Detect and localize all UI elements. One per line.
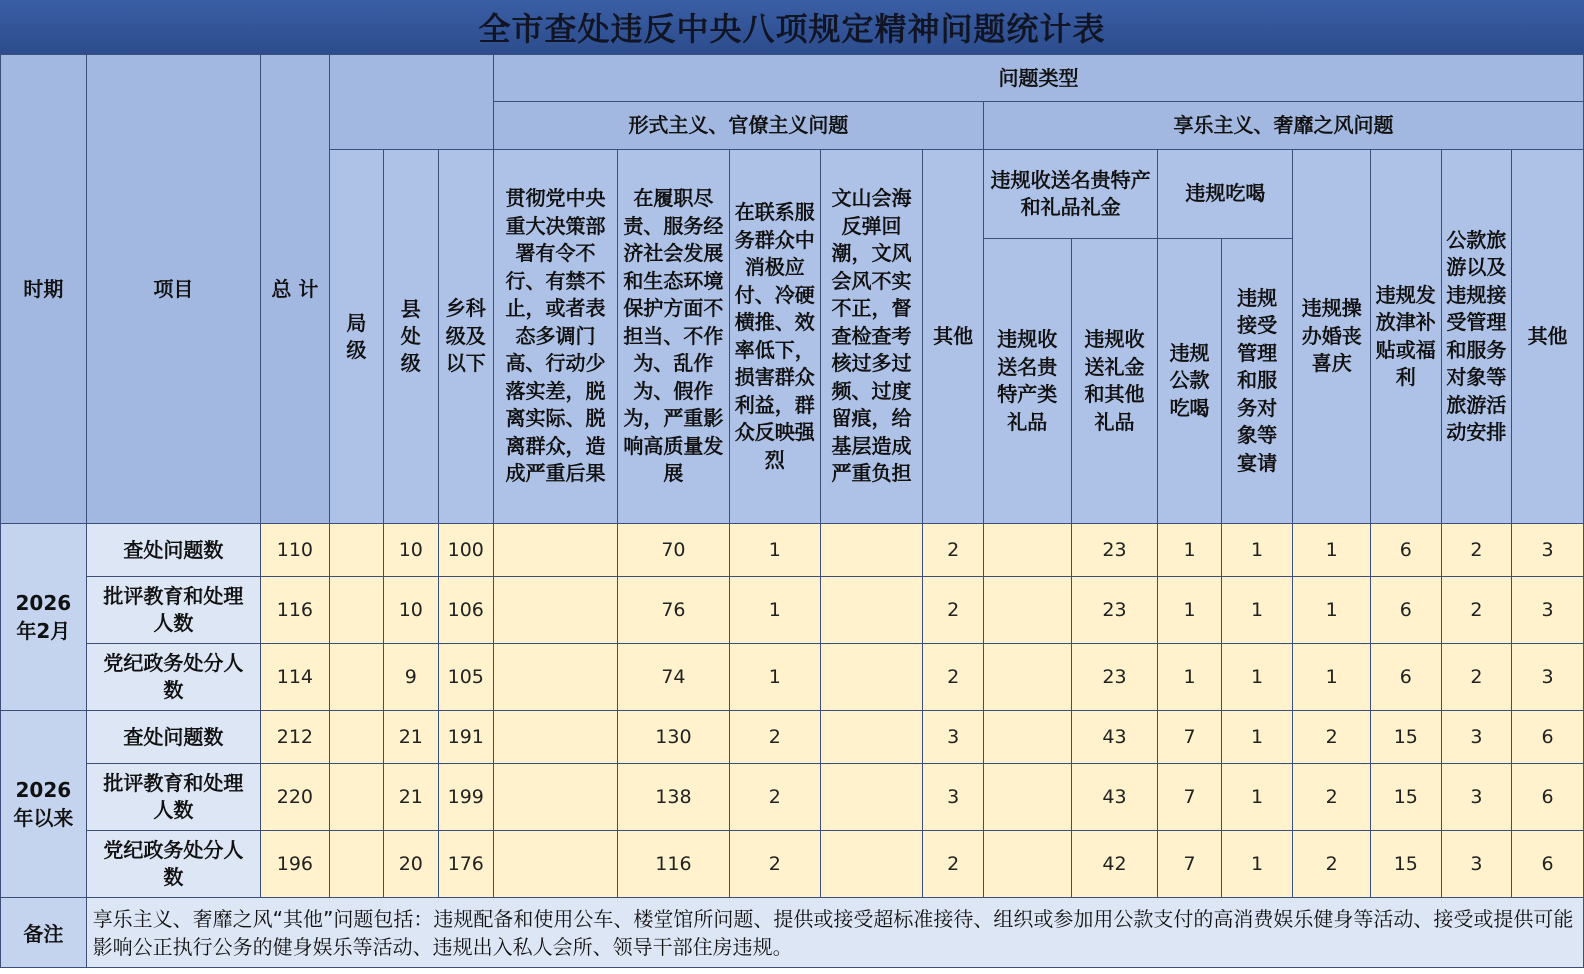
header-gift-group: 违规收送名贵特产和礼品礼金	[983, 150, 1157, 239]
value-cell: 2	[729, 764, 820, 831]
value-cell	[493, 644, 617, 711]
value-cell: 3	[923, 764, 983, 831]
header-hedonism-1: 违规收送名贵特产类礼品	[983, 239, 1071, 524]
value-cell: 6	[1512, 764, 1584, 831]
value-cell: 1	[1293, 644, 1371, 711]
value-cell: 3	[1512, 577, 1584, 644]
value-cell: 1	[1293, 524, 1371, 577]
value-cell: 7	[1158, 764, 1222, 831]
sheet-title-text: 全市查处违反中央八项规定精神问题统计表	[478, 10, 1106, 48]
value-cell: 196	[261, 831, 330, 898]
value-cell: 15	[1371, 764, 1442, 831]
header-hedonism-6: 违规发放津补贴或福利	[1371, 150, 1442, 524]
value-cell: 1	[1158, 644, 1222, 711]
value-cell: 42	[1071, 831, 1158, 898]
header-formalism-2: 在履职尽责、服务经济社会发展和生态环境保护方面不担当、不作为、乱作为、假作为，严重影响高质量发展	[617, 150, 729, 524]
value-cell: 116	[617, 831, 729, 898]
value-cell	[983, 764, 1071, 831]
value-cell: 9	[384, 644, 438, 711]
sheet-title	[0, 0, 1584, 54]
value-cell: 6	[1371, 644, 1442, 711]
stats-table	[0, 54, 1584, 968]
value-cell: 3	[1512, 524, 1584, 577]
value-cell: 2	[729, 831, 820, 898]
value-cell: 1	[1221, 524, 1293, 577]
value-cell	[983, 524, 1071, 577]
value-cell: 3	[1441, 711, 1512, 764]
value-cell	[329, 711, 383, 764]
header-hedonism-3: 违规公款吃喝	[1158, 239, 1222, 524]
header-formalism-4: 文山会海反弹回潮，文风会风不实不正，督查检查考核过多过频、过度留痕，给基层造成严重负担	[820, 150, 923, 524]
value-cell: 114	[261, 644, 330, 711]
value-cell: 43	[1071, 711, 1158, 764]
header-period: 时期	[1, 55, 87, 524]
value-cell: 100	[438, 524, 493, 577]
value-cell	[493, 577, 617, 644]
value-cell	[820, 577, 923, 644]
header-formalism-other: 其他	[923, 150, 983, 524]
value-cell	[329, 831, 383, 898]
header-level-bureau: 局级	[329, 150, 383, 524]
value-cell: 6	[1512, 831, 1584, 898]
value-cell: 212	[261, 711, 330, 764]
note-text: 享乐主义、奢靡之风“其他”问题包括：违规配备和使用公车、楼堂馆所问题、提供或接受超标准接待、组织或参加用公款支付的高消费娱乐健身等活动、接受或提供可能影响公正执行公务的健身娱乐等活动、违规出入私人会所、领导干部住房违规。	[86, 898, 1583, 968]
value-cell: 7	[1158, 711, 1222, 764]
value-cell: 199	[438, 764, 493, 831]
value-cell: 138	[617, 764, 729, 831]
value-cell	[820, 831, 923, 898]
value-cell	[493, 711, 617, 764]
value-cell: 2	[923, 831, 983, 898]
row-item-label: 批评教育和处理人数	[86, 764, 260, 831]
value-cell: 105	[438, 644, 493, 711]
value-cell	[329, 764, 383, 831]
header-hedonism-7: 公款旅游以及违规接受管理和服务对象等旅游活动安排	[1441, 150, 1512, 524]
value-cell	[329, 524, 383, 577]
value-cell: 2	[1441, 524, 1512, 577]
header-total: 总 计	[261, 55, 330, 524]
header-formalism-group: 形式主义、官僚主义问题	[493, 102, 983, 150]
table-row	[1, 644, 1584, 711]
value-cell: 6	[1512, 711, 1584, 764]
header-formalism-3: 在联系服务群众中消极应付、冷硬横推、效率低下，损害群众利益，群众反映强烈	[729, 150, 820, 524]
period-cell: 2026年2月	[1, 524, 87, 711]
value-cell	[820, 644, 923, 711]
value-cell	[329, 644, 383, 711]
value-cell: 3	[923, 711, 983, 764]
value-cell: 23	[1071, 524, 1158, 577]
table-row	[1, 524, 1584, 577]
value-cell: 1	[729, 644, 820, 711]
value-cell: 70	[617, 524, 729, 577]
value-cell	[329, 577, 383, 644]
value-cell: 1	[1221, 831, 1293, 898]
header-dining-group: 违规吃喝	[1158, 150, 1293, 239]
value-cell: 1	[729, 524, 820, 577]
value-cell: 2	[729, 711, 820, 764]
value-cell: 10	[384, 577, 438, 644]
value-cell: 23	[1071, 577, 1158, 644]
value-cell	[493, 831, 617, 898]
value-cell	[983, 711, 1071, 764]
value-cell	[983, 577, 1071, 644]
header-hedonism-group: 享乐主义、奢靡之风问题	[983, 102, 1583, 150]
value-cell	[820, 711, 923, 764]
value-cell	[983, 831, 1071, 898]
value-cell: 10	[384, 524, 438, 577]
value-cell: 106	[438, 577, 493, 644]
value-cell: 1	[1293, 577, 1371, 644]
value-cell: 1	[1158, 524, 1222, 577]
table-row	[1, 577, 1584, 644]
header-level-blank	[329, 55, 493, 150]
value-cell: 20	[384, 831, 438, 898]
value-cell: 15	[1371, 711, 1442, 764]
data-body	[1, 524, 1584, 898]
value-cell: 2	[923, 644, 983, 711]
value-cell	[820, 524, 923, 577]
value-cell: 2	[1293, 764, 1371, 831]
header-hedonism-2: 违规收送礼金和其他礼品	[1071, 239, 1158, 524]
header-hedonism-other: 其他	[1512, 150, 1584, 524]
value-cell	[493, 764, 617, 831]
value-cell: 21	[384, 711, 438, 764]
row-item-label: 查处问题数	[86, 711, 260, 764]
value-cell: 220	[261, 764, 330, 831]
header-formalism-1: 贯彻党中央重大决策部署有令不行、有禁不止，或者表态多调门高、行动少落实差，脱离实际、脱离群众，造成严重后果	[493, 150, 617, 524]
value-cell: 1	[729, 577, 820, 644]
value-cell	[493, 524, 617, 577]
value-cell: 43	[1071, 764, 1158, 831]
row-item-label: 党纪政务处分人数	[86, 831, 260, 898]
value-cell: 3	[1512, 644, 1584, 711]
value-cell: 1	[1221, 764, 1293, 831]
header-level-township: 乡科级及以下	[438, 150, 493, 524]
table-row	[1, 831, 1584, 898]
value-cell: 1	[1221, 711, 1293, 764]
value-cell: 110	[261, 524, 330, 577]
row-item-label: 党纪政务处分人数	[86, 644, 260, 711]
value-cell: 1	[1221, 577, 1293, 644]
value-cell: 15	[1371, 831, 1442, 898]
value-cell: 3	[1441, 764, 1512, 831]
value-cell: 2	[923, 577, 983, 644]
value-cell: 2	[1441, 577, 1512, 644]
value-cell: 74	[617, 644, 729, 711]
value-cell: 6	[1371, 577, 1442, 644]
value-cell: 2	[1293, 711, 1371, 764]
value-cell: 2	[1293, 831, 1371, 898]
note-label: 备注	[1, 898, 87, 968]
value-cell: 21	[384, 764, 438, 831]
value-cell: 176	[438, 831, 493, 898]
value-cell	[820, 764, 923, 831]
value-cell: 191	[438, 711, 493, 764]
value-cell: 76	[617, 577, 729, 644]
header-problem-type: 问题类型	[493, 55, 1583, 102]
value-cell: 116	[261, 577, 330, 644]
value-cell: 130	[617, 711, 729, 764]
value-cell: 1	[1221, 644, 1293, 711]
header-hedonism-4: 违规接受管理和服务对象等宴请	[1221, 239, 1293, 524]
value-cell: 2	[923, 524, 983, 577]
header-hedonism-5: 违规操办婚丧喜庆	[1293, 150, 1371, 524]
period-cell: 2026年以来	[1, 711, 87, 898]
value-cell	[983, 644, 1071, 711]
value-cell: 3	[1441, 831, 1512, 898]
header-level-county: 县处级	[384, 150, 438, 524]
value-cell: 6	[1371, 524, 1442, 577]
value-cell: 1	[1158, 577, 1222, 644]
table-row	[1, 711, 1584, 764]
value-cell: 2	[1441, 644, 1512, 711]
value-cell: 23	[1071, 644, 1158, 711]
value-cell: 7	[1158, 831, 1222, 898]
row-item-label: 批评教育和处理人数	[86, 577, 260, 644]
header-item: 项目	[86, 55, 260, 524]
row-item-label: 查处问题数	[86, 524, 260, 577]
table-row	[1, 764, 1584, 831]
